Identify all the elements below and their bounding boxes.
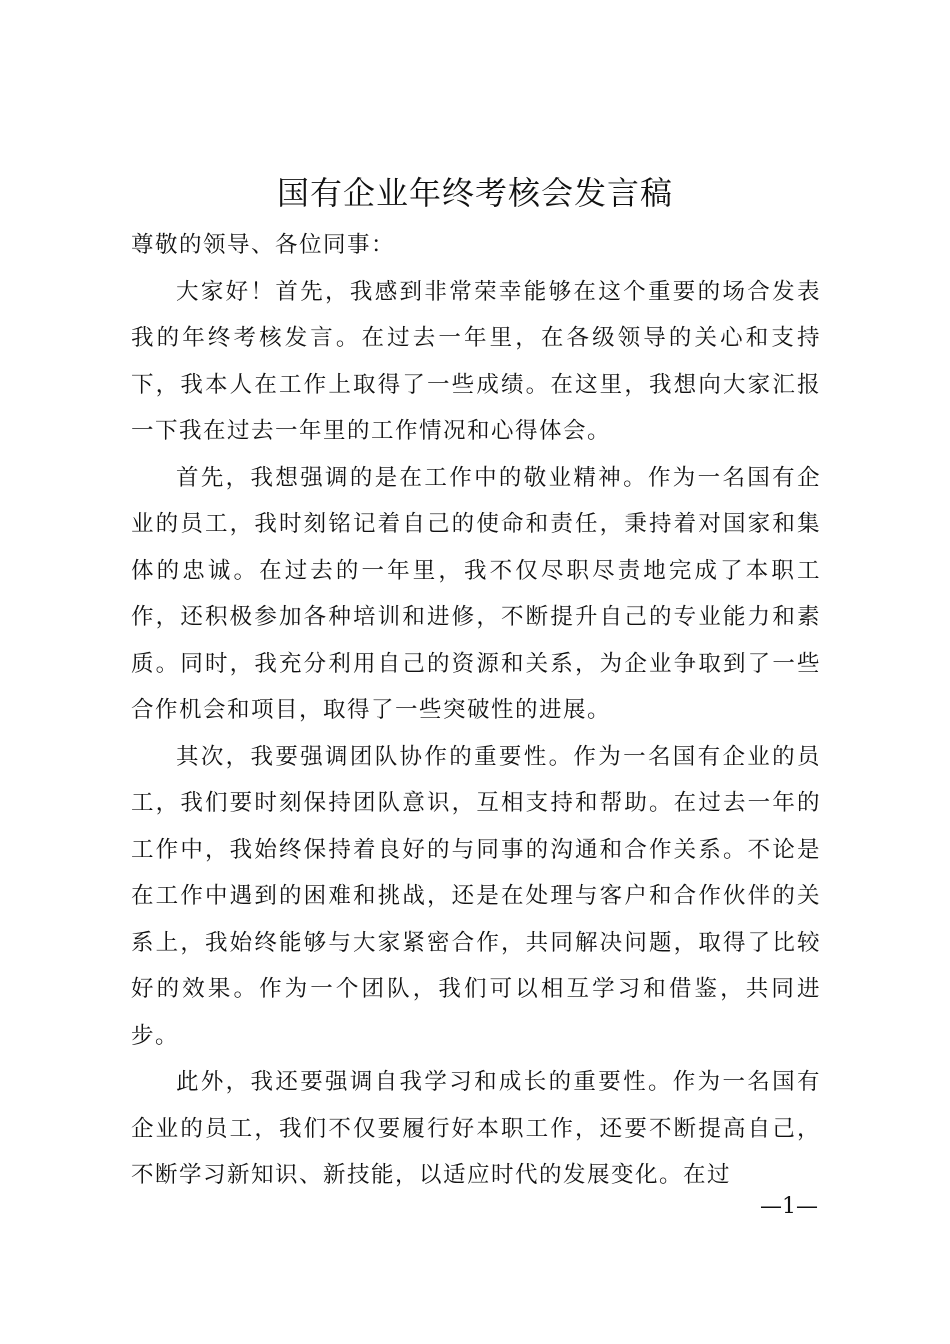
paragraph-4: 此外，我还要强调自我学习和成长的重要性。作为一名国有企业的员工，我们不仅要履行好本职工作，还要不断提高自己，不断学习新知识、新技能，以适应时代的发展变化。在过 bbox=[131, 1069, 821, 1188]
document-title: 国有企业年终考核会发言稿 bbox=[276, 174, 673, 212]
document-body bbox=[131, 222, 821, 1199]
paragraph-2: 首先，我想强调的是在工作中的敬业精神。作为一名国有企业的员工，我时刻铭记着自己的使命和责任，秉持着对国家和集体的忠诚。在过去的一年里，我不仅尽职尽责地完成了本职工作，还积极参加各种培训和进修，不断提升自己的专业能力和素质。同时，我充分利用自己的资源和关系，为企业争取到了一些合作机会和项目，取得了一些突破性的进展。 bbox=[131, 464, 821, 723]
salutation: 尊敬的领导、各位同事： bbox=[131, 232, 396, 258]
page-number: —1— bbox=[760, 1194, 818, 1219]
paragraph-3: 其次，我要强调团队协作的重要性。作为一名国有企业的员工，我们要时刻保持团队意识，互相支持和帮助。在过去一年的工作中，我始终保持着良好的与同事的沟通和合作关系。不论是在工作中遇到的困难和挑战，还是在处理与客户和合作伙伴的关系上，我始终能够与大家紧密合作，共同解决问题，取得了比较好的效果。作为一个团队，我们可以相互学习和借鉴，共同进步。 bbox=[131, 743, 821, 1049]
paragraph-1: 大家好！首先，我感到非常荣幸能够在这个重要的场合发表我的年终考核发言。在过去一年里，在各级领导的关心和支持下，我本人在工作上取得了一些成绩。在这里，我想向大家汇报一下我在过去一年里的工作情况和心得体会。 bbox=[131, 278, 821, 444]
